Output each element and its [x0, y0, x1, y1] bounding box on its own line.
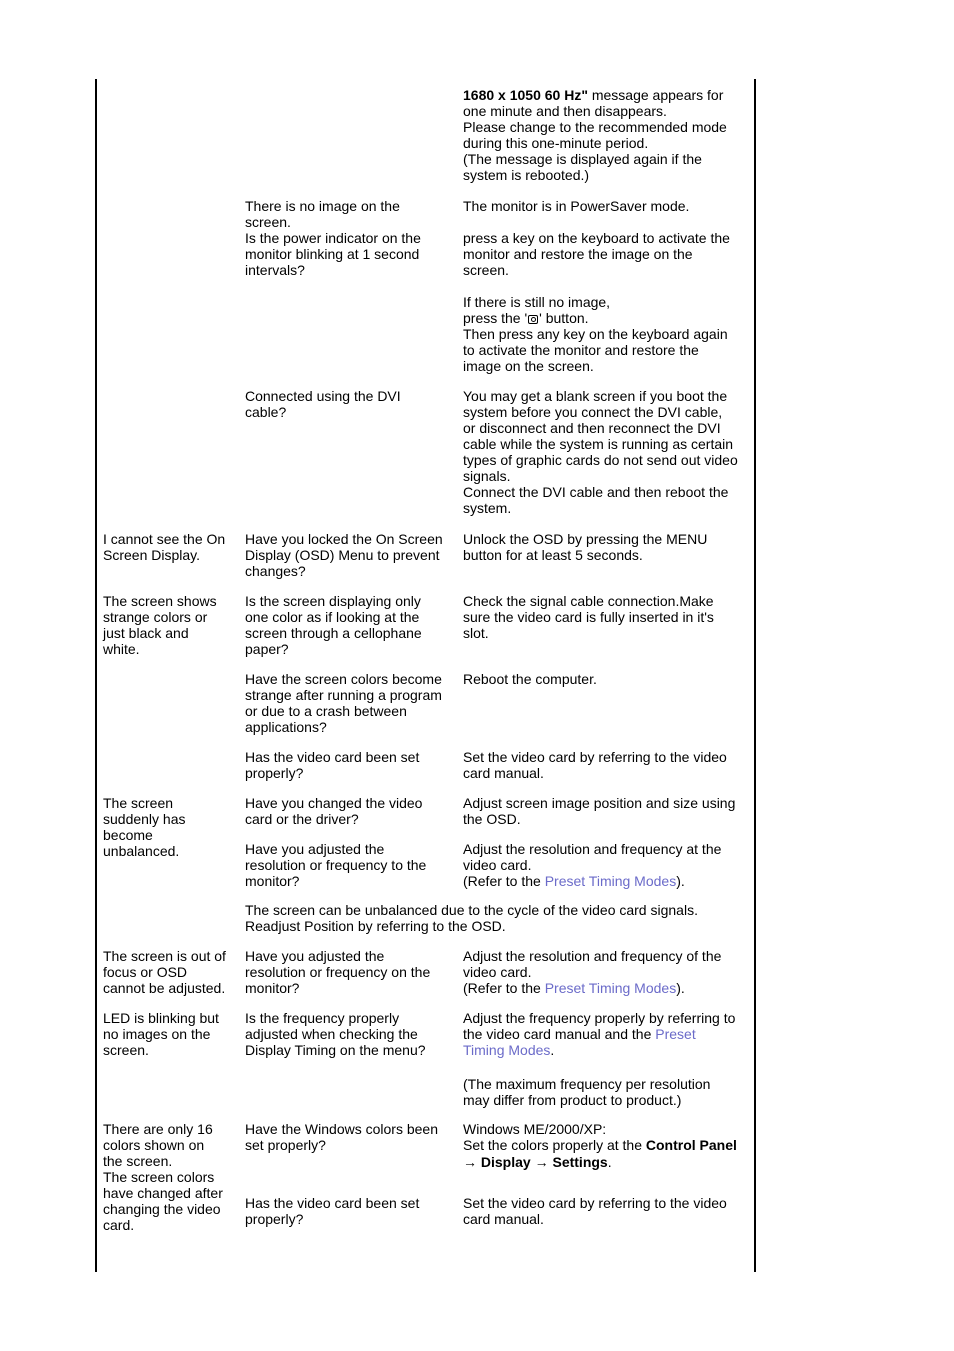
solution-note: [463, 1076, 753, 1108]
note-text: [245, 902, 750, 934]
text-line: sure the video card is fully inserted in it's: [463, 609, 714, 625]
text-line: Have you adjusted the: [245, 948, 385, 964]
check-question: [245, 1195, 457, 1227]
text-line: [463, 980, 753, 996]
text-line: Have you locked the On Screen: [245, 531, 443, 547]
text-line: types of graphic cards do not send out video: [463, 452, 738, 468]
symptom-text: [103, 531, 238, 563]
check-question: [245, 198, 457, 278]
solution-text: [463, 531, 753, 563]
text-line: card.: [103, 1217, 135, 1233]
text-line: The screen can be unbalanced due to the cycle of the video card signals.: [245, 902, 698, 918]
text-line: Display (OSD) Menu to prevent: [245, 547, 440, 563]
text-line: slot.: [463, 625, 489, 641]
text-line: screen.: [245, 214, 291, 230]
symptom-text: [103, 948, 238, 996]
text-line: monitor blinking at 1 second: [245, 246, 420, 262]
text-line: screen through a cellophane: [245, 625, 422, 641]
text-line: The screen colors: [103, 1169, 215, 1185]
text-line: or due to a crash between: [245, 703, 407, 719]
table-left-border: [95, 79, 97, 1272]
text-line: The screen: [103, 795, 174, 811]
text-line: You may get a blank screen if you boot the: [463, 388, 728, 404]
text-line: [463, 1154, 753, 1170]
text-line: resolution or frequency on the: [245, 964, 431, 980]
text-line: properly?: [245, 765, 304, 781]
text-line: (The maximum frequency per resolution: [463, 1076, 711, 1092]
text-line: Readjust Position by referring to the OSD.: [245, 918, 506, 934]
text-fragment: ).: [676, 873, 685, 889]
text-line: video card.: [463, 857, 532, 873]
check-question: [245, 1121, 457, 1153]
text-line: applications?: [245, 719, 327, 735]
text-line: Have you adjusted the: [245, 841, 385, 857]
settings-label: Settings: [552, 1154, 608, 1170]
check-question: [245, 593, 457, 657]
text-line: Connect the DVI cable and then reboot the: [463, 484, 729, 500]
text-line: button for at least 5 seconds.: [463, 547, 643, 563]
text-line: cable?: [245, 404, 287, 420]
text-line: card manual.: [463, 1211, 544, 1227]
text-line: properly?: [245, 1211, 304, 1227]
text-line: Connected using the DVI: [245, 388, 401, 404]
text-line: [463, 1026, 753, 1042]
text-line: Have the Windows colors been: [245, 1121, 438, 1137]
text-line: intervals?: [245, 262, 305, 278]
text-line: monitor and restore the image on the: [463, 246, 693, 262]
solution-text: [463, 87, 753, 183]
text-line: card manual.: [463, 765, 544, 781]
text-line: focus or OSD: [103, 964, 188, 980]
text-fragment: Set the colors properly at the: [463, 1137, 646, 1153]
table-right-border: [754, 79, 756, 1272]
symptom-text: [103, 1121, 238, 1233]
text-line: the OSD.: [463, 811, 521, 827]
text-line: Reboot the computer.: [463, 671, 597, 687]
text-fragment: press the ': [463, 310, 528, 326]
preset-timing-modes-link[interactable]: Timing Modes: [463, 1042, 551, 1058]
text-line: changing the video: [103, 1201, 221, 1217]
text-line: Windows ME/2000/XP:: [463, 1121, 607, 1137]
text-line: Then press any key on the keyboard again: [463, 326, 728, 342]
text-fragment: .: [550, 1042, 555, 1058]
text-line: one minute and then disappears.: [463, 103, 667, 119]
text-line: video card.: [463, 964, 532, 980]
text-line: There are only 16: [103, 1121, 213, 1137]
text-fragment: (Refer to the: [463, 980, 545, 996]
text-line: Display Timing on the menu?: [245, 1042, 426, 1058]
solution-text: [463, 198, 753, 214]
text-line: during this one-minute period.: [463, 135, 649, 151]
text-fragment: .: [607, 1154, 612, 1170]
text-line: changes?: [245, 563, 306, 579]
symptom-text: [103, 593, 238, 657]
check-question: [245, 948, 457, 996]
solution-text: [463, 230, 753, 278]
text-line: signals.: [463, 468, 511, 484]
text-line: the screen.: [103, 1153, 173, 1169]
text-line: [463, 1137, 753, 1153]
text-line: Has the video card been set: [245, 749, 420, 765]
solution-text: [463, 1010, 753, 1058]
preset-timing-modes-link[interactable]: Preset Timing Modes: [544, 873, 677, 889]
symptom-text: [103, 1010, 238, 1058]
power-button-icon: [528, 315, 538, 324]
text-fragment: ).: [676, 980, 685, 996]
text-line: Adjust the frequency properly by referring to: [463, 1010, 736, 1026]
text-line: monitor?: [245, 873, 300, 889]
solution-text: [463, 593, 753, 641]
check-question: [245, 531, 457, 579]
text-line: or disconnect and then reconnect the DVI: [463, 420, 721, 436]
text-line: cannot be adjusted.: [103, 980, 226, 996]
text-line: strange colors or: [103, 609, 208, 625]
text-line: white.: [103, 641, 140, 657]
solution-text: [463, 1121, 753, 1170]
text-line: Unlock the OSD by pressing the MENU: [463, 531, 708, 547]
solution-text: [463, 795, 753, 827]
text-line: just black and: [103, 625, 189, 641]
text-line: unbalanced.: [103, 843, 180, 859]
arrow-icon: →: [463, 1154, 481, 1170]
text-line: system is rebooted.): [463, 167, 590, 183]
text-line: Is the frequency properly: [245, 1010, 400, 1026]
text-line: Please change to the recommended mode: [463, 119, 727, 135]
text-line: The monitor is in PowerSaver mode.: [463, 198, 690, 214]
text-line: suddenly has: [103, 811, 186, 827]
text-line: strange after running a program: [245, 687, 442, 703]
text-line: [463, 1042, 753, 1058]
solution-text: [463, 294, 753, 374]
arrow-icon: →: [530, 1154, 553, 1170]
text-line: cable while the system is running as certain: [463, 436, 734, 452]
solution-text: [463, 749, 753, 781]
text-line: have changed after: [103, 1185, 223, 1201]
text-line: resolution or frequency to the: [245, 857, 427, 873]
text-line: [463, 87, 753, 103]
check-question: [245, 1010, 457, 1058]
text-line: If there is still no image,: [463, 294, 611, 310]
resolution-mode: 1680 x 1050 60 Hz": [463, 87, 588, 103]
check-question: [245, 841, 457, 889]
preset-timing-modes-link[interactable]: Preset Timing Modes: [544, 980, 677, 996]
check-question: [245, 388, 457, 420]
display-label: Display: [480, 1154, 531, 1170]
text-line: card or the driver?: [245, 811, 359, 827]
solution-text: [463, 841, 753, 889]
text-line: monitor?: [245, 980, 300, 996]
solution-text: [463, 388, 753, 516]
solution-text: [463, 1195, 753, 1227]
text-line: set properly?: [245, 1137, 326, 1153]
text-line: Is the screen displaying only: [245, 593, 421, 609]
text-line: system.: [463, 500, 512, 516]
text-line: (The message is displayed again if the: [463, 151, 702, 167]
text-line: Adjust screen image position and size using: [463, 795, 736, 811]
text-line: no images on the: [103, 1026, 211, 1042]
text-fragment: (Refer to the: [463, 873, 545, 889]
control-panel-label: Control Panel: [645, 1137, 737, 1153]
text-line: The screen shows: [103, 593, 217, 609]
text-line: Check the signal cable connection.Make: [463, 593, 714, 609]
preset-timing-modes-link[interactable]: Preset: [655, 1026, 696, 1042]
text-line: Is the power indicator on the: [245, 230, 421, 246]
text-line: I cannot see the On: [103, 531, 226, 547]
text-fragment: message appears for: [587, 87, 724, 103]
text-line: screen.: [463, 262, 509, 278]
text-line: adjusted when checking the: [245, 1026, 418, 1042]
solution-text: [463, 948, 753, 996]
text-line: image on the screen.: [463, 358, 594, 374]
text-line: There is no image on the: [245, 198, 400, 214]
text-line: [463, 310, 753, 326]
text-line: LED is blinking but: [103, 1010, 219, 1026]
text-line: paper?: [245, 641, 289, 657]
check-question: [245, 671, 457, 735]
check-question: [245, 749, 457, 781]
text-line: screen.: [103, 1042, 149, 1058]
text-line: system before you connect the DVI cable,: [463, 404, 723, 420]
text-line: to activate the monitor and restore the: [463, 342, 699, 358]
text-line: Adjust the resolution and frequency of the: [463, 948, 722, 964]
text-line: Adjust the resolution and frequency at the: [463, 841, 722, 857]
text-line: become: [103, 827, 153, 843]
text-line: Has the video card been set: [245, 1195, 420, 1211]
solution-text: [463, 671, 753, 687]
text-line: colors shown on: [103, 1137, 205, 1153]
text-line: Have the screen colors become: [245, 671, 442, 687]
text-line: [463, 873, 753, 889]
text-line: The screen is out of: [103, 948, 226, 964]
text-line: may differ from product to product.): [463, 1092, 682, 1108]
text-line: Have you changed the video: [245, 795, 423, 811]
text-fragment: ' button.: [539, 310, 589, 326]
text-line: press a key on the keyboard to activate the: [463, 230, 730, 246]
text-line: Set the video card by referring to the video: [463, 749, 727, 765]
text-fragment: the video card manual and the: [463, 1026, 656, 1042]
text-line: Screen Display.: [103, 547, 201, 563]
text-line: Set the video card by referring to the video: [463, 1195, 727, 1211]
check-question: [245, 795, 457, 827]
symptom-text: [103, 795, 238, 859]
text-line: one color as if looking at the: [245, 609, 420, 625]
